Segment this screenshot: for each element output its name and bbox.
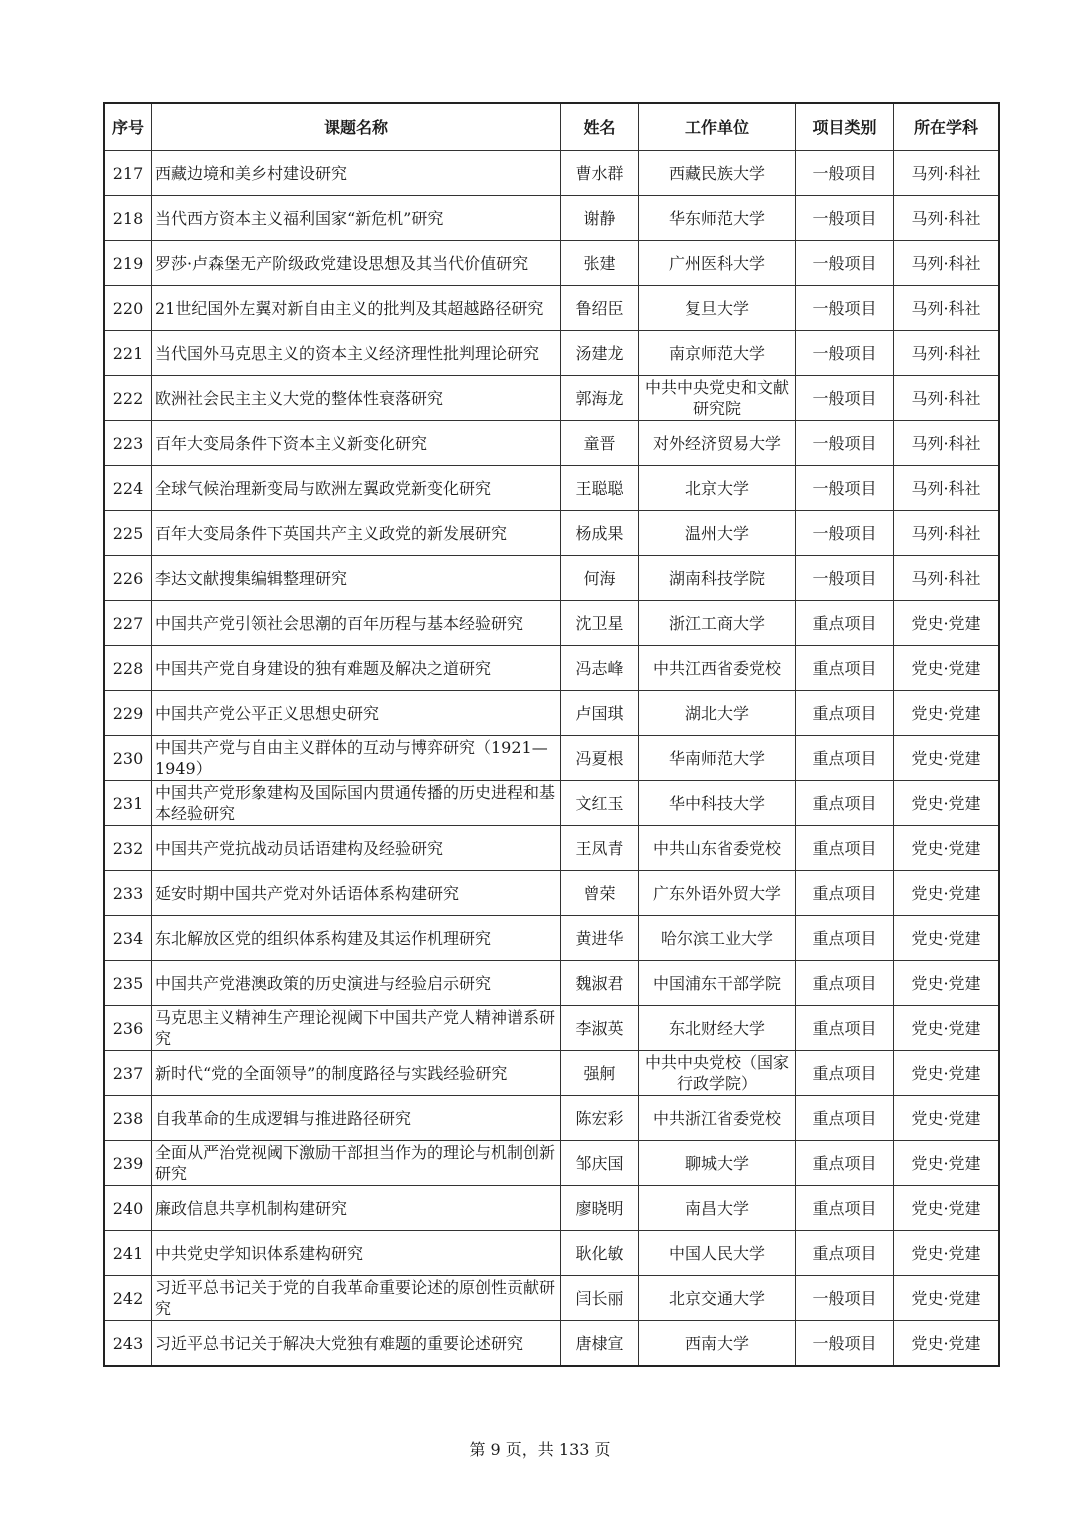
cell-no: 226 [104, 556, 152, 601]
cell-discipline: 党史·党建 [894, 1276, 1000, 1321]
cell-discipline: 党史·党建 [894, 1006, 1000, 1051]
cell-discipline: 党史·党建 [894, 1231, 1000, 1276]
cell-discipline: 党史·党建 [894, 871, 1000, 916]
cell-discipline: 马列·科社 [894, 286, 1000, 331]
cell-category: 一般项目 [796, 511, 894, 556]
cell-category: 重点项目 [796, 601, 894, 646]
cell-category: 一般项目 [796, 466, 894, 511]
cell-category: 重点项目 [796, 826, 894, 871]
table-row [104, 421, 999, 466]
cell-unit: 中共山东省委党校 [639, 826, 796, 871]
cell-category: 重点项目 [796, 1006, 894, 1051]
header-no: 序号 [104, 103, 152, 151]
cell-name: 卢国琪 [561, 691, 639, 736]
cell-discipline: 马列·科社 [894, 376, 1000, 421]
cell-name: 魏淑君 [561, 961, 639, 1006]
cell-title: 中国共产党公平正义思想史研究 [152, 691, 561, 736]
cell-unit: 华东师范大学 [639, 196, 796, 241]
cell-title: 中国共产党自身建设的独有难题及解决之道研究 [152, 646, 561, 691]
cell-category: 重点项目 [796, 1231, 894, 1276]
cell-name: 冯志峰 [561, 646, 639, 691]
table-row [104, 781, 999, 826]
cell-discipline: 马列·科社 [894, 421, 1000, 466]
cell-no: 233 [104, 871, 152, 916]
cell-name: 郭海龙 [561, 376, 639, 421]
cell-title: 欧洲社会民主主义大党的整体性衰落研究 [152, 376, 561, 421]
table-body [104, 151, 999, 1367]
cell-unit: 温州大学 [639, 511, 796, 556]
table-row [104, 916, 999, 961]
header-row [104, 103, 999, 151]
cell-title: 21世纪国外左翼对新自由主义的批判及其超越路径研究 [152, 286, 561, 331]
cell-title: 习近平总书记关于解决大党独有难题的重要论述研究 [152, 1321, 561, 1367]
cell-unit: 西南大学 [639, 1321, 796, 1367]
cell-title: 罗莎·卢森堡无产阶级政党建设思想及其当代价值研究 [152, 241, 561, 286]
cell-unit: 浙江工商大学 [639, 601, 796, 646]
cell-name: 黄进华 [561, 916, 639, 961]
table-row [104, 871, 999, 916]
cell-unit: 对外经济贸易大学 [639, 421, 796, 466]
cell-category: 重点项目 [796, 916, 894, 961]
cell-no: 238 [104, 1096, 152, 1141]
cell-name: 童晋 [561, 421, 639, 466]
cell-name: 陈宏彩 [561, 1096, 639, 1141]
cell-unit: 华中科技大学 [639, 781, 796, 826]
cell-category: 重点项目 [796, 691, 894, 736]
cell-category: 一般项目 [796, 286, 894, 331]
cell-no: 243 [104, 1321, 152, 1367]
cell-no: 236 [104, 1006, 152, 1051]
cell-title: 全面从严治党视阈下激励干部担当作为的理论与机制创新研究 [152, 1141, 561, 1186]
cell-title: 中共党史学知识体系建构研究 [152, 1231, 561, 1276]
table-row [104, 556, 999, 601]
cell-no: 237 [104, 1051, 152, 1096]
cell-unit: 广州医科大学 [639, 241, 796, 286]
table-row [104, 1141, 999, 1186]
cell-name: 沈卫星 [561, 601, 639, 646]
cell-discipline: 马列·科社 [894, 556, 1000, 601]
cell-name: 唐棣宣 [561, 1321, 639, 1367]
cell-no: 242 [104, 1276, 152, 1321]
cell-no: 227 [104, 601, 152, 646]
cell-title: 习近平总书记关于党的自我革命重要论述的原创性贡献研究 [152, 1276, 561, 1321]
cell-category: 重点项目 [796, 871, 894, 916]
header-discipline: 所在学科 [894, 103, 1000, 151]
cell-discipline: 党史·党建 [894, 916, 1000, 961]
table-row [104, 1231, 999, 1276]
cell-title: 当代国外马克思主义的资本主义经济理性批判理论研究 [152, 331, 561, 376]
table-row [104, 241, 999, 286]
cell-discipline: 马列·科社 [894, 241, 1000, 286]
cell-name: 汤建龙 [561, 331, 639, 376]
cell-category: 重点项目 [796, 781, 894, 826]
cell-name: 王凤青 [561, 826, 639, 871]
cell-discipline: 党史·党建 [894, 646, 1000, 691]
table-row [104, 961, 999, 1006]
cell-unit: 北京交通大学 [639, 1276, 796, 1321]
cell-unit: 中共中央党史和文献研究院 [639, 376, 796, 421]
cell-title: 百年大变局条件下英国共产主义政党的新发展研究 [152, 511, 561, 556]
cell-title: 百年大变局条件下资本主义新变化研究 [152, 421, 561, 466]
cell-name: 杨成果 [561, 511, 639, 556]
project-table-container [103, 102, 995, 1367]
cell-unit: 湖北大学 [639, 691, 796, 736]
cell-name: 文红玉 [561, 781, 639, 826]
cell-title: 中国共产党抗战动员话语建构及经验研究 [152, 826, 561, 871]
cell-discipline: 党史·党建 [894, 781, 1000, 826]
cell-discipline: 党史·党建 [894, 826, 1000, 871]
cell-name: 何海 [561, 556, 639, 601]
cell-title: 马克思主义精神生产理论视阈下中国共产党人精神谱系研究 [152, 1006, 561, 1051]
cell-title: 中国共产党形象建构及国际国内贯通传播的历史进程和基本经验研究 [152, 781, 561, 826]
cell-unit: 聊城大学 [639, 1141, 796, 1186]
cell-no: 220 [104, 286, 152, 331]
cell-no: 217 [104, 151, 152, 196]
cell-unit: 中共中央党校（国家行政学院） [639, 1051, 796, 1096]
table-row [104, 511, 999, 556]
cell-unit: 中共浙江省委党校 [639, 1096, 796, 1141]
cell-category: 重点项目 [796, 1141, 894, 1186]
cell-category: 重点项目 [796, 961, 894, 1006]
cell-category: 重点项目 [796, 1096, 894, 1141]
table-header [104, 103, 999, 151]
cell-unit: 中国人民大学 [639, 1231, 796, 1276]
cell-title: 中国共产党与自由主义群体的互动与博弈研究（1921—1949） [152, 736, 561, 781]
cell-name: 邹庆国 [561, 1141, 639, 1186]
cell-no: 230 [104, 736, 152, 781]
cell-name: 鲁绍臣 [561, 286, 639, 331]
cell-no: 221 [104, 331, 152, 376]
table-row [104, 1051, 999, 1096]
cell-discipline: 党史·党建 [894, 691, 1000, 736]
table-row [104, 601, 999, 646]
cell-no: 222 [104, 376, 152, 421]
cell-unit: 哈尔滨工业大学 [639, 916, 796, 961]
cell-category: 一般项目 [796, 331, 894, 376]
table-row [104, 376, 999, 421]
cell-unit: 华南师范大学 [639, 736, 796, 781]
cell-name: 谢静 [561, 196, 639, 241]
cell-title: 当代西方资本主义福利国家“新危机”研究 [152, 196, 561, 241]
table-row [104, 466, 999, 511]
cell-category: 一般项目 [796, 151, 894, 196]
table-row [104, 1006, 999, 1051]
table-row [104, 826, 999, 871]
cell-discipline: 党史·党建 [894, 1096, 1000, 1141]
cell-category: 一般项目 [796, 1321, 894, 1367]
project-table [103, 102, 1000, 1367]
cell-name: 曾荣 [561, 871, 639, 916]
header-unit: 工作单位 [639, 103, 796, 151]
cell-category: 一般项目 [796, 376, 894, 421]
cell-name: 李淑英 [561, 1006, 639, 1051]
cell-discipline: 马列·科社 [894, 466, 1000, 511]
table-row [104, 1321, 999, 1367]
cell-title: 全球气候治理新变局与欧洲左翼政党新变化研究 [152, 466, 561, 511]
cell-discipline: 党史·党建 [894, 1321, 1000, 1367]
cell-no: 224 [104, 466, 152, 511]
cell-discipline: 党史·党建 [894, 961, 1000, 1006]
cell-category: 重点项目 [796, 1186, 894, 1231]
cell-no: 229 [104, 691, 152, 736]
table-row [104, 1186, 999, 1231]
cell-category: 一般项目 [796, 556, 894, 601]
cell-no: 223 [104, 421, 152, 466]
cell-category: 重点项目 [796, 736, 894, 781]
cell-title: 中国共产党港澳政策的历史演进与经验启示研究 [152, 961, 561, 1006]
header-name: 姓名 [561, 103, 639, 151]
cell-unit: 湖南科技学院 [639, 556, 796, 601]
cell-discipline: 马列·科社 [894, 511, 1000, 556]
header-title: 课题名称 [152, 103, 561, 151]
header-category: 项目类别 [796, 103, 894, 151]
table-row [104, 286, 999, 331]
cell-unit: 复旦大学 [639, 286, 796, 331]
cell-discipline: 党史·党建 [894, 1141, 1000, 1186]
page-number: 第 9 页，共 133 页 [469, 1440, 611, 1459]
table-row [104, 196, 999, 241]
cell-title: 廉政信息共享机制构建研究 [152, 1186, 561, 1231]
table-row [104, 151, 999, 196]
cell-name: 王聪聪 [561, 466, 639, 511]
cell-discipline: 党史·党建 [894, 1051, 1000, 1096]
cell-unit: 广东外语外贸大学 [639, 871, 796, 916]
cell-category: 一般项目 [796, 1276, 894, 1321]
cell-name: 耿化敏 [561, 1231, 639, 1276]
cell-no: 218 [104, 196, 152, 241]
cell-name: 强舸 [561, 1051, 639, 1096]
cell-name: 冯夏根 [561, 736, 639, 781]
cell-unit: 北京大学 [639, 466, 796, 511]
table-row [104, 1096, 999, 1141]
cell-unit: 南京师范大学 [639, 331, 796, 376]
cell-category: 重点项目 [796, 1051, 894, 1096]
cell-title: 自我革命的生成逻辑与推进路径研究 [152, 1096, 561, 1141]
cell-category: 重点项目 [796, 646, 894, 691]
cell-unit: 中国浦东干部学院 [639, 961, 796, 1006]
cell-unit: 中共江西省委党校 [639, 646, 796, 691]
table-row [104, 736, 999, 781]
cell-no: 225 [104, 511, 152, 556]
cell-name: 廖晓明 [561, 1186, 639, 1231]
cell-unit: 南昌大学 [639, 1186, 796, 1231]
cell-title: 中国共产党引领社会思潮的百年历程与基本经验研究 [152, 601, 561, 646]
cell-discipline: 党史·党建 [894, 1186, 1000, 1231]
cell-name: 闫长丽 [561, 1276, 639, 1321]
cell-category: 一般项目 [796, 196, 894, 241]
cell-name: 曹水群 [561, 151, 639, 196]
cell-no: 228 [104, 646, 152, 691]
cell-no: 240 [104, 1186, 152, 1231]
cell-title: 西藏边境和美乡村建设研究 [152, 151, 561, 196]
cell-discipline: 党史·党建 [894, 601, 1000, 646]
cell-discipline: 马列·科社 [894, 151, 1000, 196]
cell-no: 239 [104, 1141, 152, 1186]
cell-no: 235 [104, 961, 152, 1006]
cell-category: 一般项目 [796, 421, 894, 466]
cell-title: 东北解放区党的组织体系构建及其运作机理研究 [152, 916, 561, 961]
cell-discipline: 党史·党建 [894, 736, 1000, 781]
table-row [104, 646, 999, 691]
cell-category: 一般项目 [796, 241, 894, 286]
cell-no: 231 [104, 781, 152, 826]
table-row [104, 1276, 999, 1321]
cell-no: 232 [104, 826, 152, 871]
cell-discipline: 马列·科社 [894, 196, 1000, 241]
cell-unit: 西藏民族大学 [639, 151, 796, 196]
cell-title: 新时代“党的全面领导”的制度路径与实践经验研究 [152, 1051, 561, 1096]
cell-no: 219 [104, 241, 152, 286]
cell-discipline: 马列·科社 [894, 331, 1000, 376]
table-row [104, 691, 999, 736]
cell-no: 241 [104, 1231, 152, 1276]
cell-title: 延安时期中国共产党对外话语体系构建研究 [152, 871, 561, 916]
cell-title: 李达文献搜集编辑整理研究 [152, 556, 561, 601]
cell-no: 234 [104, 916, 152, 961]
table-row [104, 331, 999, 376]
cell-unit: 东北财经大学 [639, 1006, 796, 1051]
cell-name: 张建 [561, 241, 639, 286]
